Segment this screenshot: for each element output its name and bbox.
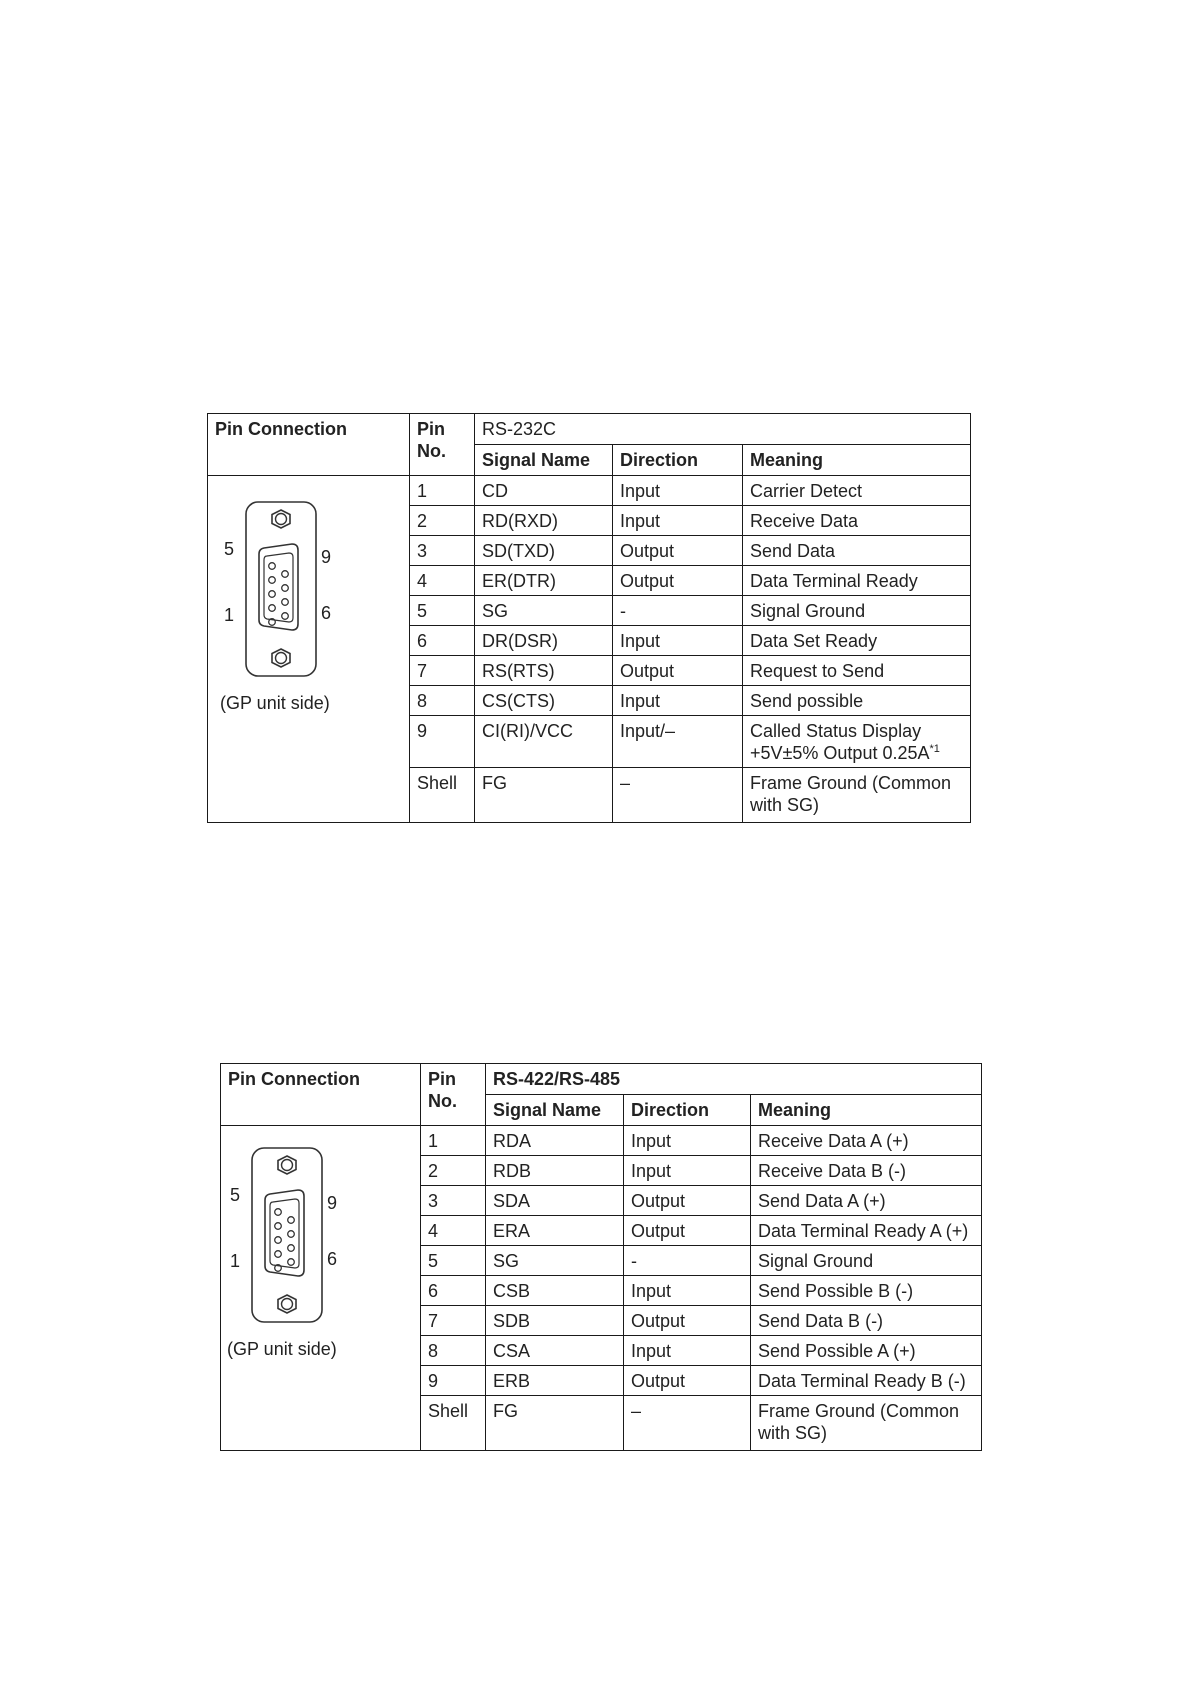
signal-direction: -: [624, 1246, 751, 1276]
direction-header: Direction: [613, 445, 743, 476]
db9-connector-icon: [208, 476, 408, 706]
pin-number: 5: [410, 596, 475, 626]
pin-label-5: 5: [224, 539, 235, 559]
db9-connector-diagram: [221, 1126, 421, 1361]
pin-number: 9: [421, 1366, 486, 1396]
signal-name: ERA: [486, 1216, 624, 1246]
standard-header: RS-422/RS-485: [486, 1064, 982, 1095]
signal-meaning: Send Data A (+): [751, 1186, 982, 1216]
signal-direction: Output: [624, 1216, 751, 1246]
pin-number: 3: [421, 1186, 486, 1216]
gp-unit-side-caption: (GP unit side): [227, 1339, 337, 1359]
signal-meaning: Signal Ground: [743, 596, 971, 626]
pin-number: 2: [410, 506, 475, 536]
signal-name: RDB: [486, 1156, 624, 1186]
pin-number: 4: [421, 1216, 486, 1246]
pin-number: 7: [410, 656, 475, 686]
pin-connection-header: Pin Connection: [208, 414, 410, 476]
signal-meaning: Receive Data: [743, 506, 971, 536]
signal-name-header: Signal Name: [486, 1095, 624, 1126]
meaning-line-2: +5V±5% Output 0.25A: [750, 743, 930, 763]
pin-connection-header: Pin Connection: [221, 1064, 421, 1126]
signal-name: FG: [475, 768, 613, 823]
standard-header: RS-232C: [475, 414, 971, 445]
signal-name: CS(CTS): [475, 686, 613, 716]
signal-direction: Input: [624, 1276, 751, 1306]
pin-number: 6: [421, 1276, 486, 1306]
signal-direction: Input: [613, 506, 743, 536]
pin-no-header: Pin No.: [421, 1064, 486, 1126]
pin-number: 5: [421, 1246, 486, 1276]
signal-meaning: Frame Ground (Common with SG): [743, 768, 971, 823]
pin-number: 1: [421, 1126, 486, 1156]
db9-connector-diagram: [208, 476, 408, 711]
signal-name: SDA: [486, 1186, 624, 1216]
signal-name: CSB: [486, 1276, 624, 1306]
pin-number: Shell: [421, 1396, 486, 1451]
signal-meaning: Send Data: [743, 536, 971, 566]
signal-direction: Input: [624, 1126, 751, 1156]
pin-label-1: 1: [230, 1251, 241, 1271]
signal-direction: Input: [624, 1336, 751, 1366]
signal-meaning: Carrier Detect: [743, 476, 971, 506]
signal-direction: Output: [624, 1366, 751, 1396]
pin-number: 3: [410, 536, 475, 566]
signal-meaning: Data Terminal Ready: [743, 566, 971, 596]
signal-meaning: Data Terminal Ready A (+): [751, 1216, 982, 1246]
rs232c-pin-table: [207, 413, 971, 823]
signal-meaning: Data Terminal Ready B (-): [751, 1366, 982, 1396]
pin-number: 7: [421, 1306, 486, 1336]
signal-direction: Input: [613, 686, 743, 716]
signal-meaning: Send Possible A (+): [751, 1336, 982, 1366]
signal-direction: Output: [613, 536, 743, 566]
signal-direction: Input: [613, 626, 743, 656]
signal-name: ERB: [486, 1366, 624, 1396]
signal-direction: Output: [613, 656, 743, 686]
signal-direction: Output: [624, 1306, 751, 1336]
pin-label-6: 6: [321, 603, 332, 623]
signal-meaning: [743, 716, 971, 768]
pin-label-5: 5: [230, 1185, 241, 1205]
signal-name: RS(RTS): [475, 656, 613, 686]
signal-meaning: Send Data B (-): [751, 1306, 982, 1336]
signal-meaning: Send possible: [743, 686, 971, 716]
signal-meaning: Request to Send: [743, 656, 971, 686]
signal-name: CSA: [486, 1336, 624, 1366]
signal-direction: Input/–: [613, 716, 743, 768]
signal-direction: Input: [613, 476, 743, 506]
signal-direction: Output: [624, 1186, 751, 1216]
signal-name: RDA: [486, 1126, 624, 1156]
pin-label-6: 6: [327, 1249, 338, 1269]
signal-direction: Output: [613, 566, 743, 596]
pin-label-9: 9: [321, 547, 332, 567]
db9-connector-icon: [221, 1126, 421, 1356]
signal-name: SDB: [486, 1306, 624, 1336]
signal-meaning: Data Set Ready: [743, 626, 971, 656]
pin-number: 9: [410, 716, 475, 768]
pin-number: 4: [410, 566, 475, 596]
signal-meaning: Send Possible B (-): [751, 1276, 982, 1306]
signal-name: DR(DSR): [475, 626, 613, 656]
pin-number: 1: [410, 476, 475, 506]
signal-name-header: Signal Name: [475, 445, 613, 476]
direction-header: Direction: [624, 1095, 751, 1126]
signal-meaning: Signal Ground: [751, 1246, 982, 1276]
signal-name: CD: [475, 476, 613, 506]
pin-number: 8: [421, 1336, 486, 1366]
signal-name: SG: [475, 596, 613, 626]
signal-direction: -: [613, 596, 743, 626]
meaning-header: Meaning: [743, 445, 971, 476]
meaning-line-1: Called Status Display: [750, 721, 922, 741]
gp-unit-side-caption: (GP unit side): [220, 693, 330, 713]
signal-meaning: Receive Data B (-): [751, 1156, 982, 1186]
meaning-header: Meaning: [751, 1095, 982, 1126]
pin-label-1: 1: [224, 605, 235, 625]
pin-no-header: Pin No.: [410, 414, 475, 476]
signal-meaning: Frame Ground (Common with SG): [751, 1396, 982, 1451]
rs422-rs485-pin-table: [220, 1063, 982, 1451]
signal-name: ER(DTR): [475, 566, 613, 596]
footnote-marker: *1: [929, 743, 940, 755]
pin-number: 6: [410, 626, 475, 656]
signal-name: RD(RXD): [475, 506, 613, 536]
signal-direction: –: [613, 768, 743, 823]
connector-cell: [221, 1126, 421, 1451]
pin-label-9: 9: [327, 1193, 338, 1213]
pin-number: 8: [410, 686, 475, 716]
signal-name: SG: [486, 1246, 624, 1276]
pin-number: Shell: [410, 768, 475, 823]
signal-name: SD(TXD): [475, 536, 613, 566]
signal-direction: Input: [624, 1156, 751, 1186]
pin-number: 2: [421, 1156, 486, 1186]
signal-direction: –: [624, 1396, 751, 1451]
signal-meaning: Receive Data A (+): [751, 1126, 982, 1156]
signal-name: FG: [486, 1396, 624, 1451]
connector-cell: [208, 476, 410, 823]
signal-name: CI(RI)/VCC: [475, 716, 613, 768]
